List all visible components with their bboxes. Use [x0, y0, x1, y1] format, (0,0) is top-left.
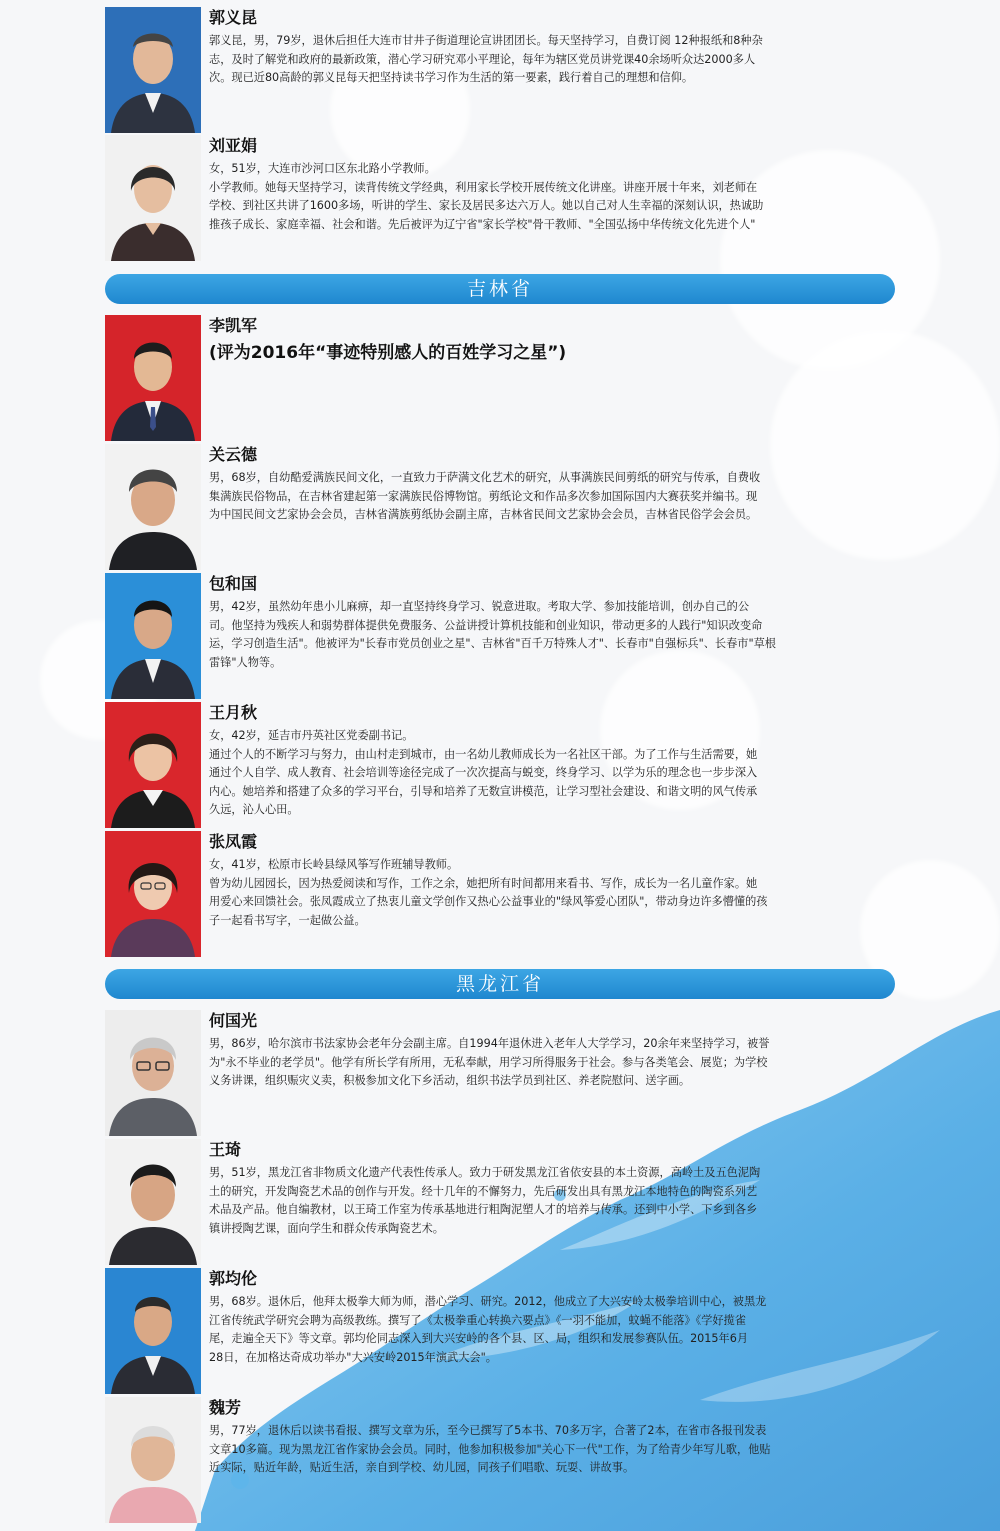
person-name: 王琦 [209, 1140, 242, 1159]
person-info [209, 831, 899, 930]
person-entry [105, 7, 905, 133]
person-entry [105, 135, 905, 261]
person-bio: 郭义昆，男，79岁，退休后担任大连市甘井子街道理论宣讲团团长。每天坚持学习，自费订阅 12种报纸和8种杂 志，及时了解党和政府的最新政策，潜心学习研究邓小平理论，每年为辖区党员讲党课40余场听众达2000多人 次。现已近80高龄的郭义昆每天把坚持读书学习作为生活的第一要素，践行着自己的理想和信仰。 [209, 34, 763, 84]
person-entry [105, 702, 905, 828]
person-info [209, 135, 899, 234]
person-photo [105, 444, 201, 570]
person-photo [105, 573, 201, 699]
person-honor: (评为2016年“事迹特别感人的百姓学习之星”) [209, 343, 567, 363]
person-photo [105, 831, 201, 957]
person-name: 关云德 [209, 445, 258, 464]
person-entry [105, 573, 905, 699]
person-entry [105, 1268, 905, 1394]
person-bio: 男，51岁，黑龙江省非物质文化遗产代表性传承人。致力于研发黑龙江省依安县的本土资源，高岭土及五色泥陶 土的研究，开发陶瓷艺术品的创作与开发。经十几年的不懈努力，先后研发出具有黑龙江本地特色的陶瓷系列艺 术品及产品。他自编教材，以王琦工作室为传承基地进行粗陶泥塑人才的培养与传承。还到中小学、下乡到各乡 镇讲授陶艺课，面向学生和群众传承陶瓷艺术。 [209, 1166, 761, 1235]
person-photo [105, 7, 201, 133]
person-entry [105, 1139, 905, 1265]
person-bio: 男，68岁，自幼酷爱满族民间文化，一直致力于萨满文化艺术的研究，从事满族民间剪纸的研究与传承，自费收 集满族民俗物品，在吉林省建起第一家满族民俗博物馆。剪纸论文和作品多次参加国际国内大赛获奖并编书。现 为中国民间文艺家协会会员，吉林省满族剪纸协会副主席，吉林省民间文艺家协会会员，吉林省民俗学会会员。 [209, 471, 761, 521]
person-photo [105, 702, 201, 828]
person-name: 郭均伦 [209, 1269, 258, 1288]
person-info [209, 7, 899, 88]
person-info [209, 702, 899, 820]
person-name: 包和国 [209, 574, 258, 593]
person-bio: 女，51岁，大连市沙河口区东北路小学教师。 小学教师。她每天坚持学习，读背传统文学经典，利用家长学校开展传统文化讲座。讲座开展十年来，刘老师在 学校、到社区共讲了1600多场，听讲的学生、家长及居民多达六万人。她以自己对人生幸福的深刻认识，热诚助 推孩子成长、家庭幸福、社会和谐。先后被评为辽宁省"家长学校"骨干教师、"全国弘扬中华传统文化先进个人" [209, 162, 764, 231]
person-name: 刘亚娟 [209, 136, 258, 155]
person-photo [105, 1010, 201, 1136]
person-photo [105, 315, 201, 441]
person-info [209, 444, 899, 525]
person-bio: 男，42岁，虽然幼年患小儿麻痹，却一直坚持终身学习、锐意进取。考取大学、参加技能培训，创办自己的公 司。他坚持为残疾人和弱势群体提供免费服务、公益讲授计算机技能和创业知识，带动更多的人践行"知识改变命 运，学习创造生活"。他被评为"长春市党员创业之星"、吉林省"百千万特殊人才"、长春市"自强标兵"、长春市"草根 雷锋"人物等。 [209, 600, 776, 669]
person-info [209, 1010, 899, 1091]
person-bio: 男，77岁，退休后以读书看报、撰写文章为乐，至今已撰写了5本书、70多万字，合著了2本，在省市各报刊发表 文章10多篇。现为黑龙江省作家协会会员。同时，他参加积极参加"关心下一代"工作，为了给青少年写儿歌，他贴 近实际，贴近年龄，贴近生活，亲自到学校、幼儿园，同孩子们唱歌、玩耍、讲故事。 [209, 1424, 771, 1474]
person-info [209, 1268, 899, 1367]
person-info [209, 573, 899, 672]
person-photo [105, 1397, 201, 1523]
person-bio: 女，41岁，松原市长岭县绿风筝写作班辅导教师。 曾为幼儿园园长，因为热爱阅读和写作，工作之余，她把所有时间都用来看书、写作，成长为一名儿童作家。她 用爱心来回馈社会。张凤霞成立了热衷儿童文学创作又热心公益事业的"绿风筝爱心团队"，带动身边许多懵懂的孩 子一起看书写字，一起做公益。 [209, 858, 768, 927]
person-name: 何国光 [209, 1011, 258, 1030]
person-bio: 男，68岁。退休后，他拜太极拳大师为师，潜心学习、研究。2012，他成立了大兴安岭太极拳培训中心，被黑龙 江省传统武学研究会聘为高级教练。撰写了《太极拳重心转换六要点》《一羽不能加，蚊蝇不能落》《学好揽雀 尾，走遍全天下》等文章。郭均伦同志深入到大兴安岭的各个县、区、局，组织和发展参赛队伍。2015年6月 28日，在加格达奇成功举办"大兴安岭2015年演武大会"。 [209, 1295, 767, 1364]
person-photo [105, 135, 201, 261]
province-banner-jilin: 吉林省 [105, 274, 895, 304]
person-entry [105, 831, 905, 957]
person-name: 王月秋 [209, 703, 258, 722]
person-entry [105, 444, 905, 570]
person-photo [105, 1139, 201, 1265]
person-info [209, 1139, 899, 1238]
person-info [209, 1397, 899, 1478]
person-info [209, 315, 899, 366]
person-name: 魏芳 [209, 1398, 242, 1417]
person-bio: 女，42岁，延吉市丹英社区党委副书记。 通过个人的不断学习与努力，由山村走到城市，由一名幼儿教师成长为一名社区干部。为了工作与生活需要，她 通过个人自学、成人教育、社会培训等途径完成了一次次提高与蜕变，终身学习、以学为乐的理念也一步步深入 内心。她培养和搭建了众多的学习平台，引导和培养了无数宣讲模范，让学习型社会建设、和谐文明的风气传承 久远，沁人心田。 [209, 729, 758, 816]
person-name: 张凤霞 [209, 832, 258, 851]
person-entry [105, 1010, 905, 1136]
person-entry [105, 1397, 905, 1523]
person-entry [105, 315, 905, 441]
person-name: 李凯军 [209, 316, 258, 335]
province-banner-heilongjiang: 黑龙江省 [105, 969, 895, 999]
person-name: 郭义昆 [209, 8, 258, 27]
person-bio: 男，86岁，哈尔滨市书法家协会老年分会副主席。自1994年退休进入老年人大学学习，20余年来坚持学习，被誉 为"永不毕业的老学员"。他学有所长学有所用，无私奉献，用学习所得服务于社会。参与各类笔会、展览；为学校 义务讲课，组织赈灾义卖，积极参加文化下乡活动，组织书法学员到社区、养老院慰问、送字画。 [209, 1037, 770, 1087]
person-photo [105, 1268, 201, 1394]
